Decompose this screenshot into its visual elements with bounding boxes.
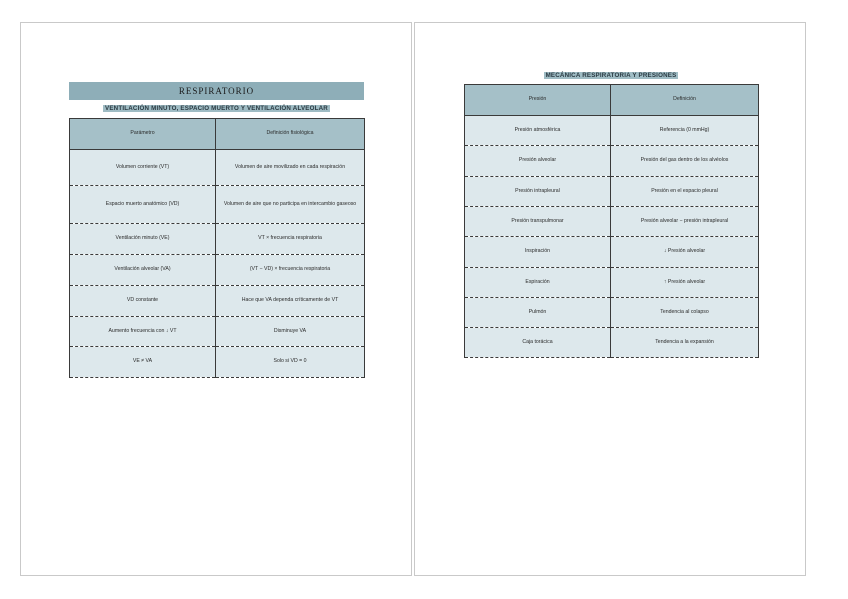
table-cell: Solo si VD = 0	[216, 347, 365, 378]
table-cell: Presión alveolar	[465, 146, 611, 177]
table-cell: Espacio muerto anatómico (VD)	[70, 186, 216, 224]
table-cell: Hace que VA dependa críticamente de VT	[216, 286, 365, 317]
table-cell: Espiración	[465, 268, 611, 298]
table-cell: Presión transpulmonar	[465, 207, 611, 237]
table-cell: Tendencia a la expansión	[611, 328, 759, 358]
table-cell: Aumento frecuencia con ↓ VT	[70, 317, 216, 347]
table-cell: Presión del gas dentro de los alvéolos	[611, 146, 759, 177]
table-cell: Tendencia al colapso	[611, 298, 759, 328]
document-page-left	[20, 22, 412, 576]
section-subtitle-text: VENTILACIÓN MINUTO, ESPACIO MUERTO Y VENTILACIÓN ALVEOLAR	[105, 105, 328, 112]
table-row	[465, 177, 759, 207]
table-cell: Ventilación minuto (VE)	[70, 224, 216, 255]
table-row	[465, 237, 759, 268]
table-cell: Volumen de aire movilizado en cada respiración	[216, 150, 365, 186]
document-page-right	[414, 22, 806, 576]
table-cell: (VT − VD) × frecuencia respiratoria	[216, 255, 365, 286]
table-cell: Caja torácica	[465, 328, 611, 358]
table-row	[70, 186, 365, 224]
table-header-row	[465, 85, 759, 116]
table-cell: Presión atmosférica	[465, 116, 611, 146]
table-cell: Disminuye VA	[216, 317, 365, 347]
table-row	[465, 207, 759, 237]
table-cell: Presión en el espacio pleural	[611, 177, 759, 207]
table-cell: VD constante	[70, 286, 216, 317]
table-cell: Presión intrapleural	[465, 177, 611, 207]
table-cell: Volumen corriente (VT)	[70, 150, 216, 186]
table-row	[70, 255, 365, 286]
parameters-table	[69, 118, 365, 378]
table-cell: Presión alveolar − presión intrapleural	[611, 207, 759, 237]
table-cell: Volumen de aire que no participa en intercambio gaseoso	[216, 186, 365, 224]
page-title: RESPIRATORIO	[69, 82, 364, 100]
table-row	[465, 268, 759, 298]
table-row	[70, 150, 365, 186]
table-header-row	[70, 119, 365, 150]
table-cell: Inspiración	[465, 237, 611, 268]
table-row	[70, 317, 365, 347]
table-row	[465, 328, 759, 358]
table-row	[70, 224, 365, 255]
table-cell: Pulmón	[465, 298, 611, 328]
table-cell: Ventilación alveolar (VA)	[70, 255, 216, 286]
pressures-table	[464, 84, 759, 358]
table-cell: VE ≠ VA	[70, 347, 216, 378]
table-row	[465, 146, 759, 177]
section-subtitle	[464, 72, 758, 79]
section-subtitle-text: MECÁNICA RESPIRATORIA Y PRESIONES	[545, 72, 677, 79]
table-cell: VT × frecuencia respiratoria	[216, 224, 365, 255]
column-header: Parámetro	[70, 119, 216, 150]
table-cell: ↑ Presión alveolar	[611, 268, 759, 298]
column-header: Definición fisiológica	[216, 119, 365, 150]
table-row	[465, 116, 759, 146]
column-header: Presión	[465, 85, 611, 116]
table-row	[70, 347, 365, 378]
table-row	[70, 286, 365, 317]
section-subtitle	[69, 105, 364, 112]
table-cell: Referencia (0 mmHg)	[611, 116, 759, 146]
table-cell: ↓ Presión alveolar	[611, 237, 759, 268]
column-header: Definición	[611, 85, 759, 116]
table-row	[465, 298, 759, 328]
